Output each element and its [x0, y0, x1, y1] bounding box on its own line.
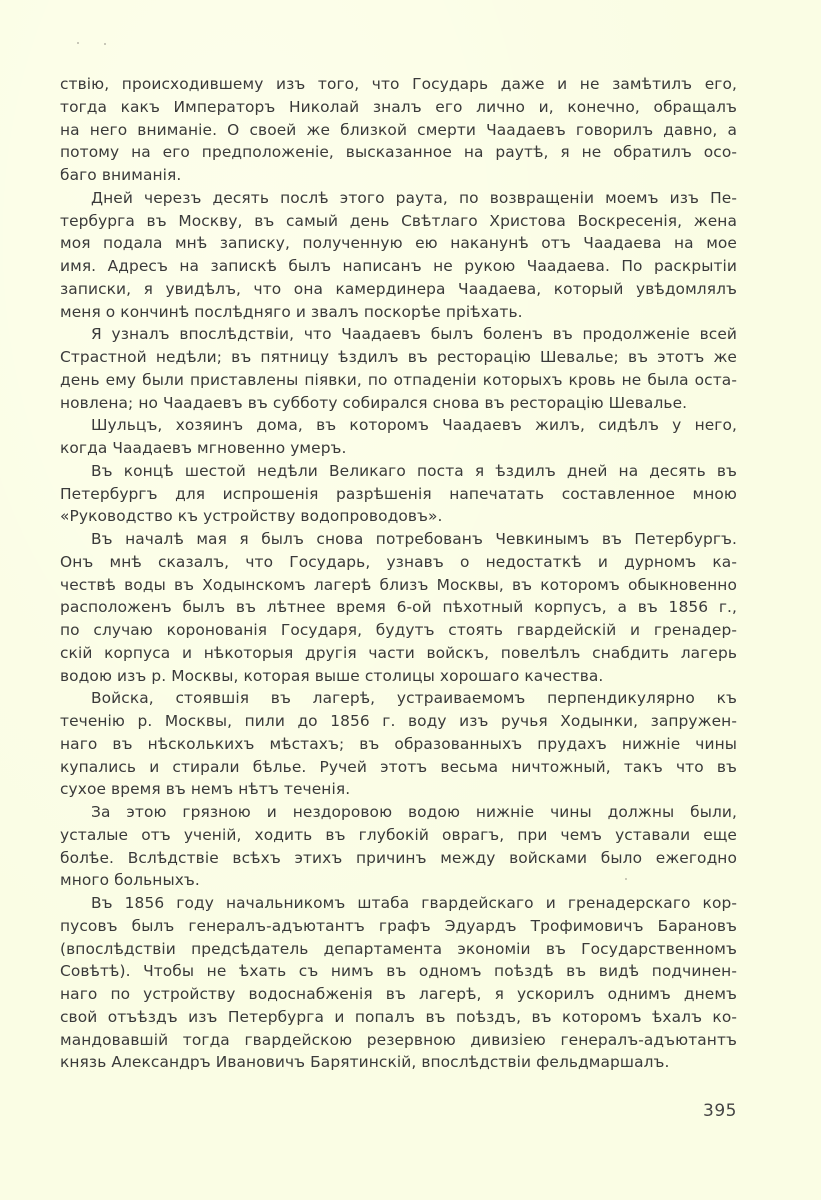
text-line: Петербургъ для испрошенія разрѣшенія напечатать составленное мною	[60, 484, 737, 503]
paragraph	[60, 687, 737, 801]
paragraph	[60, 414, 737, 460]
text-line: скій корпуса и нѣкоторыя другія части войскъ, повелѣлъ снабдить лагерь	[60, 643, 737, 662]
text-line: купались и стирали бѣлье. Ручей этотъ весьма ничтожный, такъ что въ	[60, 757, 737, 776]
text-line: теченію р. Москвы, пили до 1856 г. воду изъ ручья Ходынки, запружен-	[60, 712, 737, 730]
text-line: мандовавшій тогда гвардейскою резервною дивизіею генералъ-адъютантъ	[60, 1030, 737, 1049]
text-line: Онъ мнѣ сказалъ, что Государь, узнавъ о недостаткѣ и дурномъ ка-	[60, 552, 737, 571]
page-number: 395	[703, 1101, 737, 1121]
text-line: болѣе. Вслѣдствіе всѣхъ этихъ причинъ между войсками было ежегодно	[60, 848, 737, 867]
text-line: Я узналъ впослѣдствіи, что Чаадаевъ былъ боленъ въ продолженіе всей	[91, 325, 737, 344]
text-line: моя подала мнѣ записку, полученную ею наканунѣ отъ Чаадаева на мое	[60, 234, 737, 253]
text-line: Въ началѣ мая я былъ снова потребованъ Чевкинымъ въ Петербургъ.	[91, 530, 737, 548]
text-line: наго по устройству водоснабженія въ лагерѣ, я ускорилъ однимъ днемъ	[60, 985, 737, 1003]
text-line: «Руководство къ устройству водопроводовъ».	[60, 507, 443, 526]
text-line: когда Чаадаевъ мгновенно умеръ.	[60, 439, 347, 457]
paragraph	[60, 323, 737, 414]
text-line: потому на его предположеніе, высказанное на раутѣ, я не обратилъ осо-	[60, 143, 737, 162]
body-text	[60, 73, 737, 1074]
text-line: расположенъ былъ въ лѣтнее время 6-ой пѣхотный корпусъ, а въ 1856 г.,	[60, 598, 737, 617]
text-line: За этою грязною и нездоровою водою нижніе чины должны были,	[91, 803, 737, 821]
text-line: баго вниманія.	[60, 166, 182, 184]
text-line: Въ концѣ шестой недѣли Великаго поста я ѣздилъ дней на десять въ	[91, 461, 737, 480]
text-line: меня о кончинѣ послѣдняго и звалъ поскорѣе пріѣхать.	[60, 302, 523, 321]
text-line: много больныхъ.	[60, 871, 200, 890]
text-line: свой отъѣздъ изъ Петербурга и попалъ въ поѣздъ, въ которомъ ѣхалъ ко-	[60, 1007, 737, 1026]
text-line: Совѣтѣ). Чтобы не ѣхать съ нимъ въ одномъ поѣздѣ въ видѣ подчинен-	[60, 962, 737, 981]
paragraph	[60, 801, 737, 892]
text-line: пусовъ былъ генералъ-адъютантъ графъ Эдуардъ Трофимовичъ Барановъ	[60, 916, 737, 935]
text-line: на него вниманіе. О своей же близкой смерти Чаадаевъ говорилъ давно, а	[60, 120, 737, 139]
text-line: новлена; но Чаадаевъ въ субботу собирался снова въ ресторацію Шевалье.	[60, 393, 688, 412]
text-line: ствію, происходившему изъ того, что Государь даже и не замѣтилъ его,	[60, 75, 737, 93]
text-line: имя. Адресъ на запискѣ былъ написанъ не рукою Чаадаева. По раскрытіи	[60, 257, 737, 275]
text-line: усталые отъ ученій, ходить въ глубокій оврагъ, при чемъ уставали еще	[60, 825, 737, 844]
text-line: по случаю коронованія Государя, будутъ стоять гвардейскій и гренадер-	[60, 621, 737, 639]
text-line: Войска, стоявшія въ лагерѣ, устраиваемомъ перпендикулярно къ	[91, 689, 737, 708]
paragraph	[60, 892, 737, 1074]
text-line: водою изъ р. Москвы, которая выше столицы хорошаго качества.	[60, 666, 604, 685]
text-line: тербурга въ Москву, въ самый день Свѣтлаго Христова Воскресенія, жена	[60, 211, 737, 230]
text-line: день ему были приставлены піявки, по отпаденіи которыхъ кровь не была оста-	[60, 370, 737, 389]
text-line: чествѣ воды въ Ходынскомъ лагерѣ близъ Москвы, въ которомъ обыкновенно	[60, 575, 737, 594]
paragraph	[60, 73, 737, 187]
text-line: Шульцъ, хозяинъ дома, въ которомъ Чаадаевъ жилъ, сидѣлъ у него,	[91, 416, 737, 435]
text-line: (впослѣдствіи предсѣдатель департамента экономіи въ Государственномъ	[60, 939, 737, 958]
text-line: записки, я увидѣлъ, что она камердинера Чаадаева, который увѣдомлялъ	[60, 279, 737, 298]
paper-speck	[77, 42, 79, 44]
paragraph	[60, 187, 737, 324]
text-line: Страстной недѣли; въ пятницу ѣздилъ въ ресторацію Шевалье; въ этотъ же	[60, 348, 737, 366]
text-line: наго въ нѣсколькихъ мѣстахъ; въ образованныхъ прудахъ нижніе чины	[60, 734, 737, 753]
paper-speck	[104, 43, 106, 45]
text-line: князь Александръ Ивановичъ Барятинскій, впослѣдствіи фельдмаршалъ.	[60, 1053, 670, 1072]
text-line: Въ 1856 году начальникомъ штаба гвардейскаго и гренадерскаго кор-	[91, 894, 737, 912]
text-line: сухое время въ немъ нѣтъ теченія.	[60, 780, 351, 799]
text-line: тогда какъ Императоръ Николай зналъ его лично и, конечно, обращалъ	[60, 97, 737, 116]
paragraph	[60, 460, 737, 528]
paragraph	[60, 528, 737, 687]
text-line: Дней черезъ десять послѣ этого раута, по возвращеніи моемъ изъ Пе-	[91, 188, 737, 207]
